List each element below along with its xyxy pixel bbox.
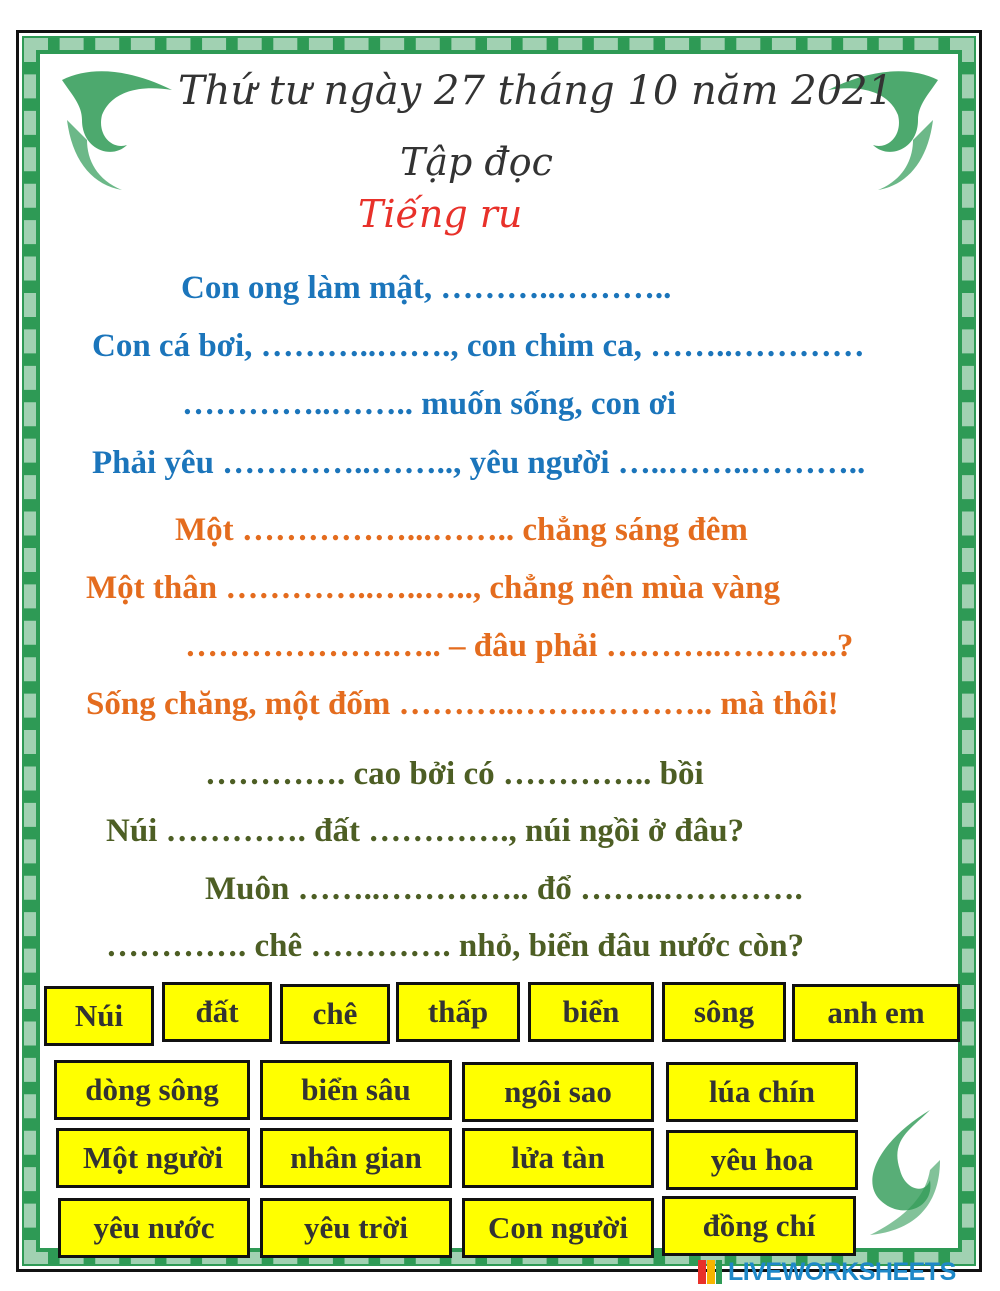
ornament-top-left-icon bbox=[52, 60, 192, 200]
word-tile[interactable]: Núi bbox=[44, 986, 154, 1046]
date-heading: Thứ tư ngày 27 tháng 10 năm 2021 bbox=[178, 68, 894, 114]
liveworksheets-logo bbox=[696, 1256, 956, 1288]
word-tile[interactable]: yêu hoa bbox=[666, 1130, 858, 1190]
poem-line-8: Sống chăng, một đốm ………..……..……….. mà thôi! bbox=[86, 686, 839, 722]
poem-line-5: Một ……………...…….. chẳng sáng đêm bbox=[175, 512, 748, 548]
word-tile[interactable]: lúa chín bbox=[666, 1062, 858, 1122]
poem-line-6: Một thân …………..…..….., chẳng nên mùa vàng bbox=[86, 570, 780, 606]
word-tile[interactable]: biển bbox=[528, 982, 654, 1042]
poem-line-3: …………..…….. muốn sống, con ơi bbox=[182, 386, 677, 422]
word-tile[interactable]: ngôi sao bbox=[462, 1062, 654, 1122]
subject-heading: Tập đọc bbox=[400, 140, 553, 184]
liveworksheets-logo-text: LIVEWORKSHEETS bbox=[728, 1257, 956, 1286]
word-tile[interactable]: biển sâu bbox=[260, 1060, 452, 1120]
word-tile[interactable]: yêu trời bbox=[260, 1198, 452, 1258]
word-tile[interactable]: chê bbox=[280, 984, 390, 1044]
liveworksheets-logo-icon bbox=[696, 1258, 724, 1286]
word-tile[interactable]: Một người bbox=[56, 1128, 250, 1188]
word-tile[interactable]: nhân gian bbox=[260, 1128, 452, 1188]
word-tile[interactable]: anh em bbox=[792, 984, 960, 1042]
poem-line-4: Phải yêu …………..…….., yêu người …..……..……….. bbox=[92, 445, 866, 481]
word-tile[interactable]: Con người bbox=[462, 1198, 654, 1258]
word-tile[interactable]: lửa tàn bbox=[462, 1128, 654, 1188]
poem-line-1: Con ong làm mật, ………..……….. bbox=[181, 270, 672, 306]
word-tile[interactable]: đất bbox=[162, 982, 272, 1042]
word-tile[interactable]: dòng sông bbox=[54, 1060, 250, 1120]
word-tile[interactable]: yêu nước bbox=[58, 1198, 250, 1258]
poem-line-11: Muôn ……..………….. đổ ……..…………. bbox=[205, 871, 803, 907]
word-tile[interactable]: thấp bbox=[396, 982, 520, 1042]
poem-line-12: …………. chê …………. nhỏ, biển đâu nước còn? bbox=[106, 928, 805, 964]
poem-line-10: Núi …………. đất …………., núi ngồi ở đâu? bbox=[106, 813, 745, 849]
word-tile[interactable]: sông bbox=[662, 982, 786, 1042]
poem-title: Tiếng ru bbox=[358, 192, 523, 236]
word-tile[interactable]: đồng chí bbox=[662, 1196, 856, 1256]
poem-line-2: Con cá bơi, ………..……., con chim ca, ……..………… bbox=[92, 328, 865, 364]
poem-line-7: ……………….….. – đâu phải ………..………..? bbox=[185, 628, 854, 664]
poem-line-9: …………. cao bởi có ………….. bồi bbox=[205, 756, 704, 792]
